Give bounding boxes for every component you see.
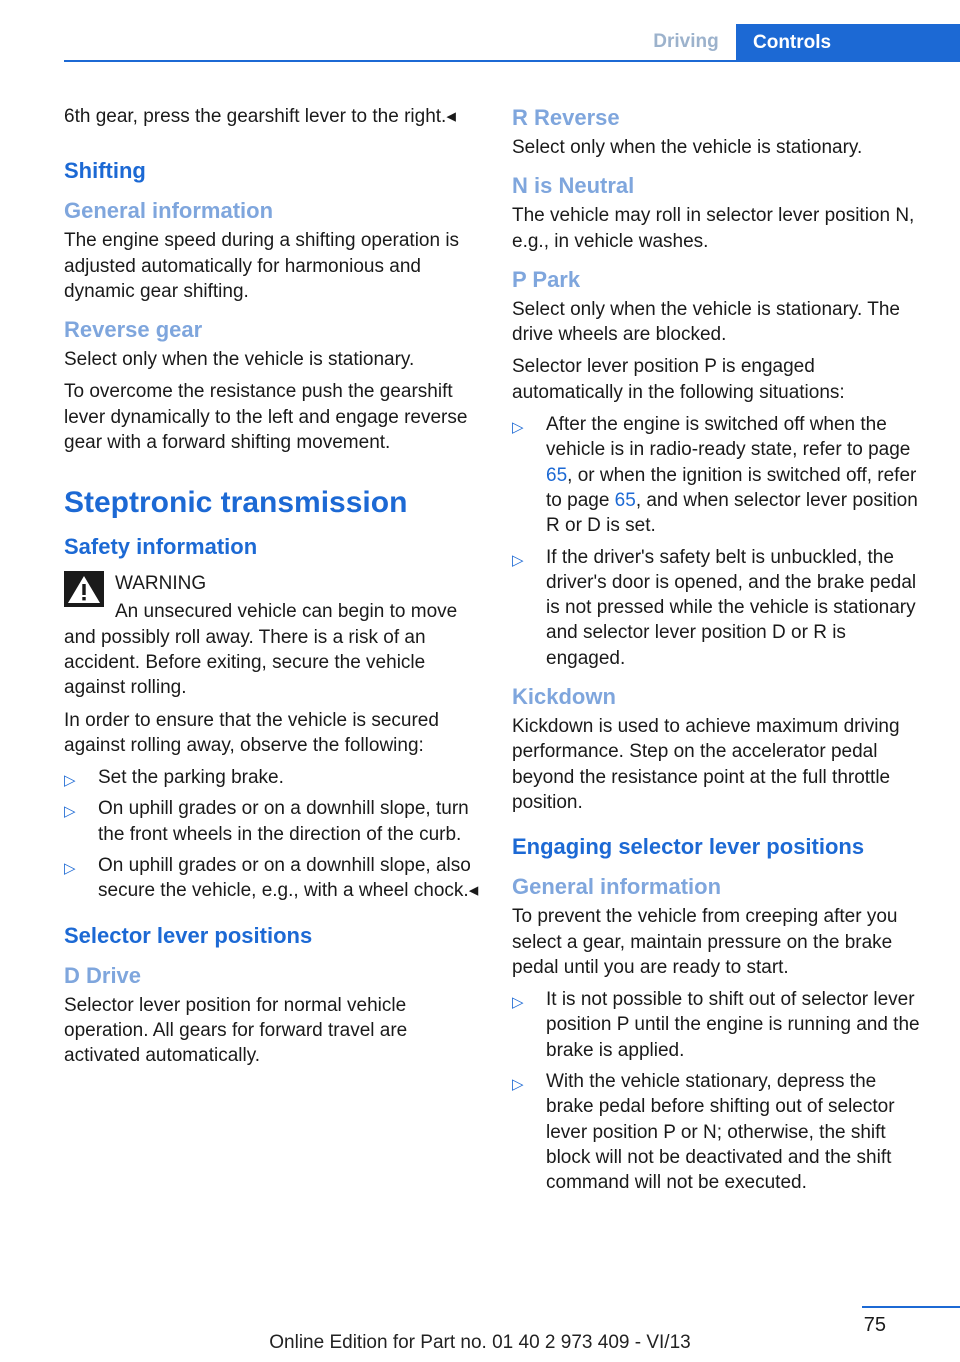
page-number: 75 (863, 1314, 886, 1336)
engaging-text: To prevent the vehicle from creeping after you select a gear, maintain pressure on the brake pedal until you are ready to start. (512, 906, 898, 978)
ensure-list (64, 765, 484, 903)
triangle-bullet-icon: ▷ (64, 803, 76, 821)
list-item: ▷ On uphill grades or on a downhill slope, also secure the vehicle, e.g., with a wheel chock.◂ (64, 855, 479, 902)
page-link[interactable]: 65 (614, 489, 636, 511)
list-item: ▷ After the engine is switched off when the vehicle is in radio-ready state, refer to page 65, or when the ignition is switched off, refer to page 65, and when selector lever position R or D is set. (512, 414, 918, 537)
steptronic-heading: Steptronic transmission (64, 486, 408, 520)
reverse-heading: R Reverse (512, 105, 620, 130)
list-item: ▷ It is not possible to shift out of selector lever position P until the engine is running and the brake is applied. (512, 989, 920, 1061)
left-column (64, 104, 484, 1076)
triangle-bullet-icon: ▷ (512, 551, 524, 569)
triangle-bullet-icon: ▷ (512, 994, 524, 1012)
drive-heading: D Drive (64, 962, 142, 988)
triangle-bullet-icon: ▷ (64, 772, 76, 790)
page-number-rule (862, 1306, 960, 1308)
list-item: ▷ On uphill grades or on a downhill slope, turn the front wheels in the direction of the curb. (64, 798, 469, 845)
ensure-text: In order to ensure that the vehicle is secured against rolling away, observe the following: (64, 709, 439, 756)
footer-edition: Online Edition for Part no. 01 40 2 973 409 - VI/13 (269, 1332, 691, 1353)
park-text2: Selector lever position P is engaged automatically in the following situations: (512, 356, 845, 403)
general-info-heading: General information (64, 198, 274, 224)
park-list (512, 412, 924, 671)
engaging-heading: Engaging selector lever positions (512, 834, 865, 860)
list-item: ▷ Set the parking brake. (64, 765, 484, 790)
reverse-gear-heading: Reverse gear (64, 317, 203, 343)
reverse-text: Select only when the vehicle is stationary. (512, 137, 863, 158)
reverse-gear-text2: To overcome the resistance push the gearshift lever dynamically to the left and engage reverse gear with a forward shifting movement. (64, 381, 468, 454)
safety-heading: Safety information (64, 534, 258, 560)
warning-text: An unsecured vehicle can begin to move and possibly roll away. There is a risk of an accident. Before exiting, secure the vehicle against rolling. (64, 601, 458, 699)
warning-block (64, 569, 484, 700)
header-section-tab[interactable]: Driving (653, 31, 719, 52)
list-item: ▷ If the driver's safety belt is unbuckled, the driver's door is opened, and the brake pedal is not pressed while the vehicle is stationary and selector lever position D or R is engaged. (512, 546, 917, 669)
triangle-bullet-icon: ▷ (512, 419, 524, 437)
triangle-bullet-icon: ▷ (512, 1076, 524, 1094)
engaging-list (512, 987, 924, 1195)
drive-text: Selector lever position for normal vehicle operation. All gears for forward travel are activated automatically. (64, 994, 408, 1067)
right-column (512, 104, 924, 1204)
neutral-text: The vehicle may roll in selector lever position N, e.g., in vehicle washes. (512, 205, 915, 252)
triangle-bullet-icon: ▷ (64, 860, 76, 878)
reverse-gear-text1: Select only when the vehicle is stationary. (64, 349, 415, 371)
list-item: ▷ With the vehicle stationary, depress the brake pedal before shifting out of selector lever position P or N; otherwise, the shift block will not be deactivated and the shift command will not be executed. (512, 1071, 895, 1194)
engaging-general-heading: General information (512, 874, 722, 900)
intro-paragraph: 6th gear, press the gearshift lever to the right.◂ (64, 106, 456, 127)
park-heading: P Park (512, 266, 581, 292)
kickdown-heading: Kickdown (512, 684, 616, 710)
general-info-text: The engine speed during a shifting operation is adjusted automatically for harmonious and dynamic gear shifting. (64, 230, 460, 302)
warning-label: WARNING (115, 573, 207, 595)
warning-triangle-icon (64, 571, 104, 607)
shifting-heading: Shifting (64, 158, 146, 184)
kickdown-text: Kickdown is used to achieve maximum driving performance. Step on the accelerator pedal beyond the resistance point at the full throttle position. (512, 716, 900, 813)
page-link[interactable]: 65 (546, 464, 568, 486)
selector-positions-heading: Selector lever positions (64, 922, 313, 948)
park-text1: Select only when the vehicle is stationary. The drive wheels are blocked. (512, 298, 900, 346)
neutral-heading: N is Neutral (512, 173, 635, 199)
header-chapter-tab[interactable]: Controls (736, 24, 960, 62)
